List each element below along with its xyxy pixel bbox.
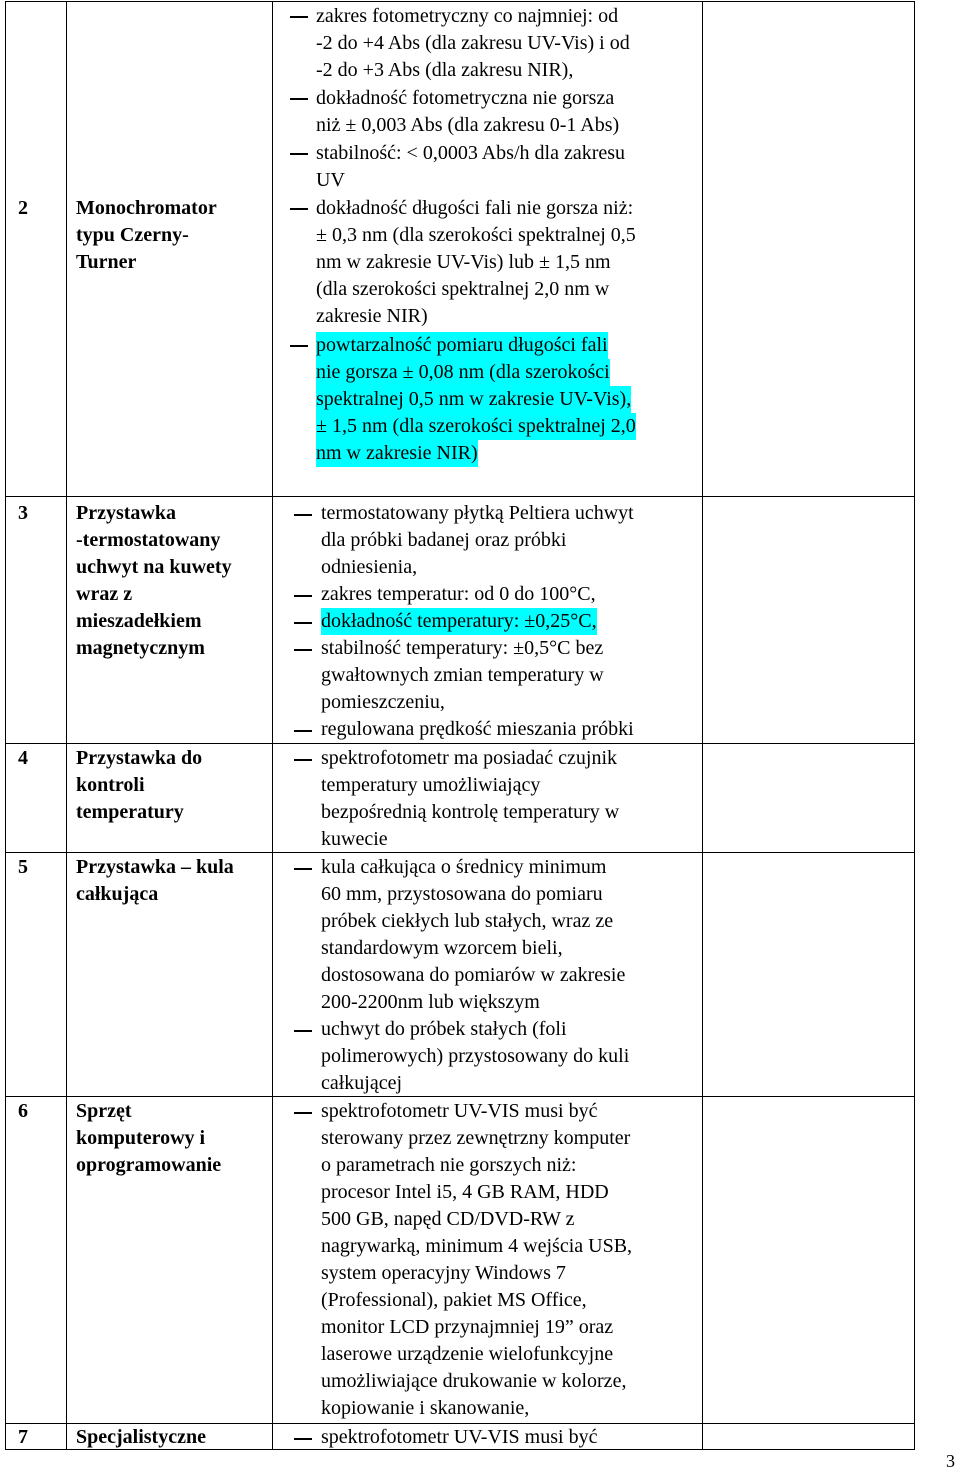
table-left-border [5, 1, 6, 1450]
spec-line: spektrofotometr UV-VIS musi być [321, 1426, 598, 1448]
spec-line: system operacyjny Windows 7 [321, 1262, 566, 1284]
spec-line: termostatowany płytką Peltiera uchwyt [321, 502, 634, 524]
spec-line: dla próbki badanej oraz próbki [321, 529, 567, 551]
bullet-dash [294, 1030, 312, 1032]
spec-line: próbek ciekłych lub stałych, wraz ze [321, 910, 614, 932]
spec-line: całkującej [321, 1072, 403, 1094]
column-divider-3 [702, 1, 703, 1450]
spec-line: odniesienia, [321, 556, 418, 578]
bullet-dash [290, 153, 308, 155]
bullet-dash [290, 345, 308, 347]
spec-line: stabilność: < 0,0003 Abs/h dla zakresu [316, 142, 626, 164]
table-top-border [5, 1, 915, 2]
page-number: 3 [946, 1451, 955, 1471]
item-name: Przystawka do kontroli temperatury [76, 747, 203, 823]
highlighted-spec-line: nie gorsza ± 0,08 nm (dla szerokości [316, 359, 610, 386]
bullet-dash [294, 622, 312, 624]
spec-line: spektrofotometr UV-VIS musi być [321, 1100, 598, 1122]
spec-line: 200-2200nm lub większym [321, 991, 540, 1013]
spec-line: sterowany przez zewnętrzny komputer [321, 1127, 631, 1149]
spec-line: o parametrach nie gorszych niż: [321, 1154, 577, 1176]
item-name: Sprzęt komputerowy i oprogramowanie [76, 1100, 222, 1176]
spec-line: kopiowanie i skanowanie, [321, 1397, 530, 1419]
row-number: 2 [18, 197, 28, 219]
spec-line: dostosowana do pomiarów w zakresie [321, 964, 626, 986]
spec-line: 60 mm, przystosowana do pomiaru [321, 883, 603, 905]
highlighted-spec-line: spektralnej 0,5 nm w zakresie UV-Vis), [316, 386, 631, 413]
highlighted-spec-line: powtarzalność pomiaru długości fali [316, 332, 608, 359]
spec-line: bezpośrednią kontrolę temperatury w [321, 801, 620, 823]
spec-line: (dla szerokości spektralnej 2,0 nm w [316, 278, 610, 300]
row-divider [5, 496, 915, 497]
bullet-dash [294, 730, 312, 732]
row-number: 3 [18, 502, 28, 524]
spec-line: ± 0,3 nm (dla szerokości spektralnej 0,5 [316, 224, 636, 246]
item-name: Specjalistyczne [76, 1426, 206, 1448]
spec-line: standardowym wzorcem bieli, [321, 937, 563, 959]
spec-line: dokładność fotometryczna nie gorsza [316, 87, 615, 109]
spec-line: pomieszczeniu, [321, 691, 445, 713]
spec-line: temperatury umożliwiający [321, 774, 541, 796]
row-divider [5, 743, 915, 744]
table-right-border [914, 1, 915, 1450]
spec-line: nagrywarką, minimum 4 wejścia USB, [321, 1235, 633, 1257]
spec-line: -2 do +3 Abs (dla zakresu NIR), [316, 59, 574, 81]
column-divider-2 [272, 1, 273, 1450]
bullet-dash [294, 1438, 312, 1440]
spec-line: monitor LCD przynajmniej 19” oraz [321, 1316, 614, 1338]
spec-line: stabilność temperatury: ±0,5°C bez [321, 637, 604, 659]
row-number: 7 [18, 1426, 28, 1448]
bullet-dash [294, 595, 312, 597]
spec-line: polimerowych) przystosowany do kuli [321, 1045, 630, 1067]
spec-line: -2 do +4 Abs (dla zakresu UV-Vis) i od [316, 32, 630, 54]
spec-line: laserowe urządzenie wielofunkcyjne [321, 1343, 614, 1365]
bullet-dash [294, 514, 312, 516]
bullet-dash [294, 759, 312, 761]
spec-line: spektrofotometr ma posiadać czujnik [321, 747, 618, 769]
spec-line: niż ± 0,003 Abs (dla zakresu 0-1 Abs) [316, 114, 620, 136]
column-divider-1 [66, 1, 67, 1450]
row-number: 4 [18, 747, 28, 769]
spec-line: gwałtownych zmian temperatury w [321, 664, 604, 686]
item-name: Przystawka -termostatowany uchwyt na kuwety wraz z mieszadełkiem magnetycznym [76, 502, 232, 659]
row-number: 5 [18, 856, 28, 878]
highlighted-spec-line: ± 1,5 nm (dla szerokości spektralnej 2,0 [316, 413, 636, 440]
spec-line: uchwyt do próbek stałych (foli [321, 1018, 567, 1040]
bullet-dash [290, 208, 308, 210]
bullet-dash [294, 1112, 312, 1114]
spec-line: zakres fotometryczny co najmniej: od [316, 5, 619, 27]
row-number: 6 [18, 1100, 28, 1122]
row-divider [5, 852, 915, 853]
spec-line: zakresie NIR) [316, 305, 428, 327]
bullet-dash [290, 98, 308, 100]
item-name: Przystawka – kula całkująca [76, 856, 234, 905]
spec-line: 500 GB, napęd CD/DVD-RW z [321, 1208, 575, 1230]
row-divider [5, 1096, 915, 1097]
spec-line: kuwecie [321, 828, 388, 850]
bullet-dash [294, 649, 312, 651]
spec-line: regulowana prędkość mieszania próbki [321, 718, 634, 740]
spec-line: procesor Intel i5, 4 GB RAM, HDD [321, 1181, 609, 1203]
spec-line: UV [316, 169, 345, 191]
spec-line: nm w zakresie UV-Vis) lub ± 1,5 nm [316, 251, 611, 273]
bullet-dash [294, 868, 312, 870]
highlighted-spec-line: dokładność temperatury: ±0,25°C, [321, 608, 597, 635]
spec-line: dokładność długości fali nie gorsza niż: [316, 197, 634, 219]
bullet-dash [290, 16, 308, 18]
spec-line: zakres temperatur: od 0 do 100°C, [321, 583, 596, 605]
spec-line: umożliwiające drukowanie w kolorze, [321, 1370, 627, 1392]
spec-line: (Professional), pakiet MS Office, [321, 1289, 587, 1311]
highlighted-spec-line: nm w zakresie NIR) [316, 440, 478, 467]
item-name: Monochromator typu Czerny- Turner [76, 197, 217, 273]
spec-line: kula całkująca o średnicy minimum [321, 856, 607, 878]
